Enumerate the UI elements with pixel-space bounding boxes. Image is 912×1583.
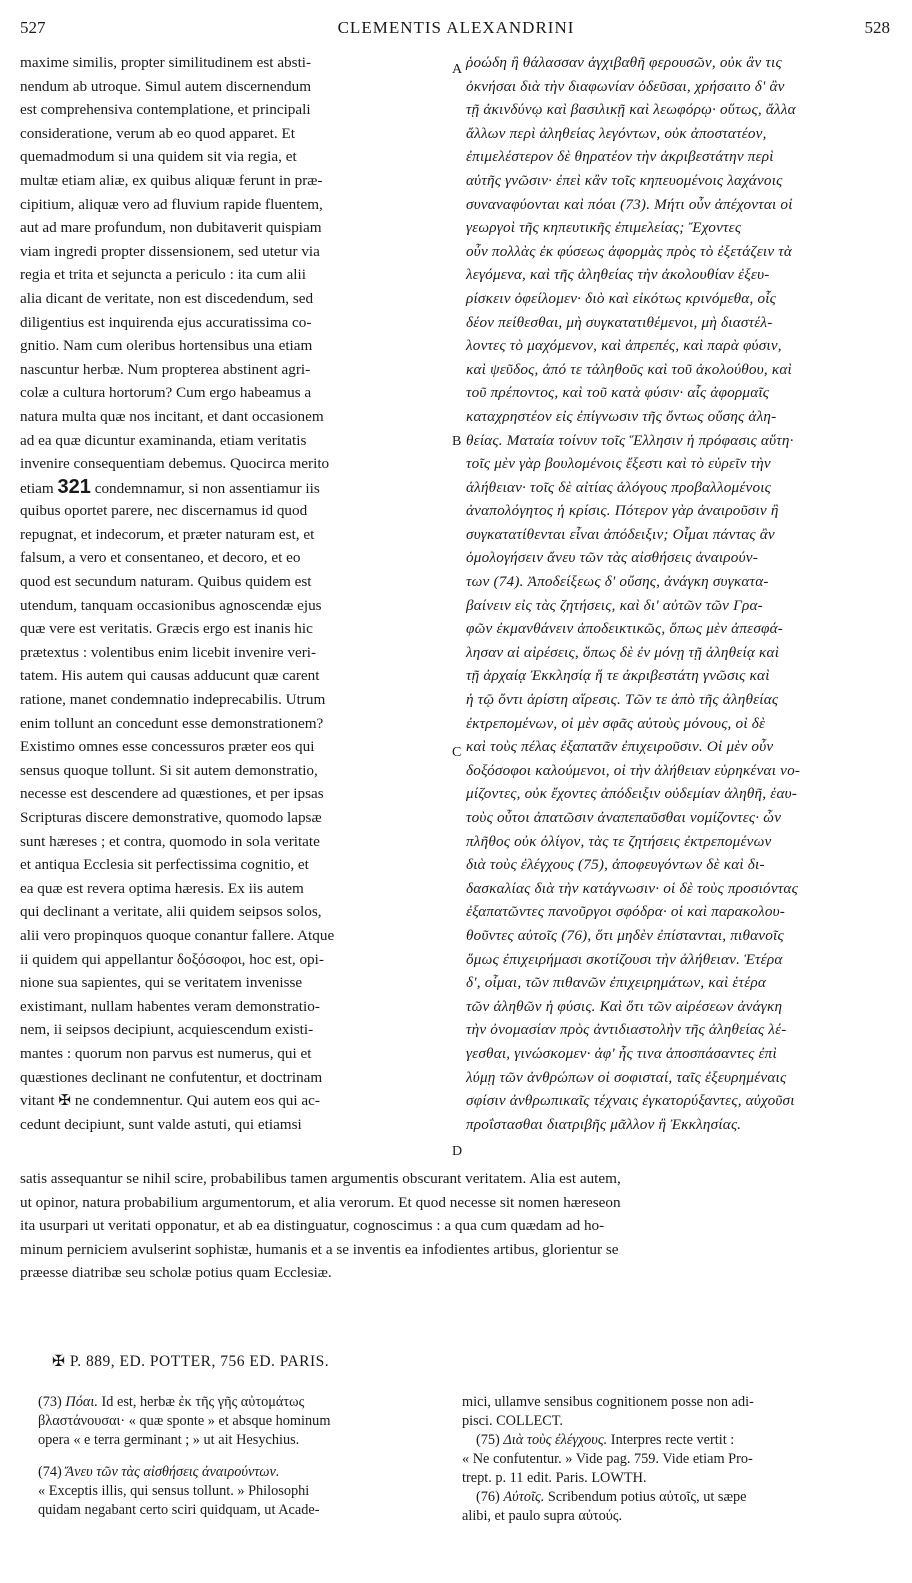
latin-line: falsum, a vero et consentaneo, et decoro, et eo [20,549,301,567]
latin-line: diligentius est inquirenda ejus accuratissima co- [20,313,312,331]
latin-line: ratione, manet condemnatio indeprecabilis. Utrum [20,691,326,709]
latin-line-with-cross [20,1089,450,1113]
greek-line: φῶν ἐκμανθάνειν ἀποδεικτικῶς, ὅπως μὲν ἀπεσφά- [466,620,784,638]
footnote-line [38,1393,458,1412]
latin-line: quibus oportet parere, nec discernamus id quod [20,502,308,520]
greek-line: τὴν ὀνομασίαν πρὸς ἀντιδιαστολὴν τῆς ἀληθείας λέ- [466,1021,787,1039]
latin-column [20,51,450,1136]
section-marker-c: C [452,745,462,760]
greek-column [466,51,890,1136]
footnote-74 [38,1463,458,1520]
greek-line: δέον πείθεσθαι, μὴ συγκατατιθέμενοι, μὴ διαστέλ- [466,313,773,331]
latin-line-rest: ne condemnentur. Qui autem eos qui ac- [71,1092,320,1110]
greek-line: ρίσκειν ὀφείλομεν· διὸ καὶ εἰκότως κρινόμεθα, οἷς [466,289,777,307]
latin-line: consideratione, verum ab eo quod apparet. Et [20,124,295,142]
latin-line: utendum, tanquam occasionibus agnoscendæ ejus [20,596,322,614]
latin-line: invenire consequentiam debemus. Quocirca merito [20,455,330,473]
footnote-line: « Exceptis illis, qui sensus tollunt. » Philosophi [38,1483,310,1499]
greek-line: δ', οἶμαι, τῶν πιθανῶν ἐπιχειρημάτων, καὶ ἑτέρα [466,974,767,992]
latin-line: colæ a cultura hortorum? Cum ergo habeamus a [20,384,312,402]
running-title: CLEMENTIS ALEXANDRINI [337,18,575,37]
greek-line: ὀκνήσαι διὰ τὴν διαφωνίαν ὁδεῦσαι, χρήσαιτο δ' ἂν [466,77,785,95]
section-marker-b: B [452,434,462,449]
greek-line: λεγόμενα, καὶ τῆς ἀληθείας τὴν ἀκολουθίαν ἐξευ- [466,266,770,284]
latin-line: quæstiones declinant ne confutentur, et doctrinam [20,1068,323,1086]
latin-line: multæ etiam aliæ, ex quibus aliquæ ferunt in præ- [20,171,323,189]
footnote-line: pisci. COLLECT. [462,1413,563,1429]
latin-line-with-number [20,476,450,500]
latin-line: cipitium, aliquæ vero ad fluvium rapide fluentem, [20,195,323,213]
greek-line: ἄλλων περὶ ἀληθείας λεγόντων, οὐκ ἀποστατέον, [466,124,767,142]
latin-line: existimant, nullam habentes veram demonstratio- [20,997,320,1015]
full-width-line: ita usurpari ut veritati opponatur, et ab ea distinguatur, cognoscimus : a qua cum quædam ad ho- [20,1217,605,1235]
greek-line: καὶ τοὺς πέλας ἐξαπατᾶν ἐπιχειροῦσιν. Οἱ μὲν οὖν [466,738,774,756]
footnote-line: « Ne confutentur. » Vide pag. 759. Vide etiam Pro- [462,1451,753,1467]
greek-line: οὖν πολλὰς ἐκ φύσεως ἀφορμὰς πρὸς τὸ ἐξετάζειν τὰ [466,242,793,260]
footnote-ref: (74) [38,1464,66,1480]
latin-line: alia dicant de veritate, non est discedendum, sed [20,289,314,307]
latin-line: ad ea quæ dicuntur examinanda, etiam veritatis [20,431,307,449]
latin-line: nem, ii seipsos decipiunt, acquiescendum existi- [20,1021,314,1039]
full-width-line: ut opinor, natura probabilium argumentorum, et alia verorum. Et quod necesse sit nomen hæreseon [20,1193,621,1211]
latin-line: natura multa quæ nos incitant, et dant occasionem [20,407,324,425]
greek-line: τοῦ πρέποντος, καὶ τοῦ κατὰ φύσιν· αἷς ἀφορμαῖς [466,384,770,402]
footnote-lemma: Αὐτοῖς. [503,1489,545,1505]
footnote-76 [462,1488,892,1507]
greek-line: ὁμολογήσειν ἄνευ τῶν τὰς αἰσθήσεις ἀναιρούν- [466,549,758,567]
greek-line: των (74). Ἀποδείξεως δ' οὔσης, ἀνάγκη συγκατα- [466,573,769,591]
footnote-line: trept. p. 11 edit. Paris. LOWTH. [462,1470,647,1486]
latin-line: est comprehensiva contemplatione, et principali [20,101,311,119]
greek-line: αὐτῆς γνῶσιν· ἐπεὶ κἂν τοῖς κηπευομένοις λαχάνοις [466,171,783,189]
latin-line: nascuntur herbæ. Num propterea abstinent agri- [20,360,311,378]
footnote-line: βλαστάνουσαι· « quæ sponte » et absque hominum [38,1413,331,1429]
latin-line: regia et trita et sejuncta a periculo : ita cum alii [20,266,306,284]
footnote-line: alibi, et paulo supra αὐτούς. [462,1508,623,1524]
footnote-lemma: Ἄνευ τῶν τὰς αἰσθήσεις ἀναιρούντων. [65,1464,280,1480]
latin-line: gnitio. Nam cum oleribus hortensibus una etiam [20,337,313,355]
greek-line: πλῆθος οὐκ ὀλίγον, τὰς τε ζητήσεις ἐκτρεπομένων [466,832,772,850]
latin-line: mantes : quorum non parvus est numerus, qui et [20,1044,312,1062]
greek-line: διὰ τοὺς ἐλέγχους (75), ἀποφευγόντων δὲ καὶ δι- [466,856,765,874]
footnote-75 [462,1431,892,1450]
greek-line: συγκατατίθενται εἶναι ἀπόδειξιν; Οἶμαι πάντας ἂν [466,525,775,543]
latin-line: sensus quoque tollunt. Si sit autem demonstratio, [20,761,318,779]
footnote-line [38,1463,458,1482]
greek-line: προΐστασθαι διατριβῆς μᾶλλον ἢ Ἐκκλησίας. [466,1115,742,1133]
greek-line: τῶν ἀληθῶν ἡ φύσις. Καὶ ὅτι τῶν αἱρέσεων ἀνάγκη [466,997,783,1015]
latin-line: et antiqua Ecclesia sit perfectissima cognitio, et [20,856,309,874]
latin-line: repugnat, et indecorum, et præter naturam est, et [20,525,315,543]
section-marker-d: D [452,1144,463,1159]
footnote-line: mici, ullamve sensibus cognitionem posse non adi- [462,1394,754,1410]
latin-line: ea quæ est revera optima hæresis. Ex iis autem [20,879,304,897]
greek-line: ἐκτρεπομένων, οἱ μὲν σφᾶς αὐτοὺς μόνους, οἱ δὲ [466,714,766,732]
latin-line: vitant [20,1092,59,1110]
full-width-text [20,1167,895,1285]
greek-line: θείας. Ματαία τοίνυν τοῖς Ἕλλησιν ἡ πρόφασις αὕτη· [466,431,794,449]
footnote-line: opera « e terra germinant ; » ut ait Hesychius. [38,1432,300,1448]
footnote-73 [38,1393,458,1450]
latin-line: cedunt decipiunt, sunt valde astuti, qui etiamsi [20,1115,302,1133]
greek-line: ῥοώδη ἢ θάλασσαν ἀγχιβαθῆ φερουσῶν, οὐκ ἂν τις [466,54,782,71]
page-number-left: 527 [20,18,46,37]
greek-line: ἀναπολόγητος ἡ κρίσις. Πότερον γὰρ ἀναιροῦσιν ἢ [466,502,779,520]
greek-line: μίζοντες, οὐκ ἔχοντες ἀπόδειξιν οὐδεμίαν ἀληθῆ, ἑαυ- [466,785,798,803]
latin-line: Scripturas discere demonstrative, quomodo lapsæ [20,809,322,826]
latin-line: prætextus : volentibus enim licebit invenire veri- [20,643,317,661]
footnote-lemma: Πόαι. [65,1394,98,1410]
latin-line: nendum ab utroque. Simul autem discernendum [20,77,312,95]
latin-line: sunt hæreses ; et contra, quomodo in sola veritate [20,832,320,850]
latin-line: qui declinant a veritate, alii quidem seipsos solos, [20,903,322,921]
greek-line: θοῦντες αὐτοῖς (76), ὅτι μηδὲν ἐπίστανται, πιθανοῖς [466,926,784,944]
footnote-text: Interpres recte vertit : [607,1432,735,1448]
greek-line: ἡ τῷ ὄντι ἀρίστη αἵρεσις. Τῶν τε ἀπὸ τῆς ἀληθείας [466,691,779,709]
greek-line: λοντες τὸ μαχόμενον, καὶ ἀπρεπές, καὶ παρὰ φύσιν, [466,337,782,355]
footnotes-right [462,1393,892,1526]
latin-line: enim tollunt an concedunt esse demonstrationem? [20,714,324,732]
latin-line: quæ vere est veritatis. Græcis ergo est inanis hic [20,620,313,638]
latin-line: aut ad mare profundum, non dubitaverit quispiam [20,219,322,237]
footnote-text: Scribendum potius αὐτοῖς, ut sæpe [544,1489,747,1505]
greek-line: τοῖς μὲν γὰρ βουλομένοις ἔξεστι καὶ τὸ εὑρεῖν τὴν [466,455,771,473]
latin-line: ii quidem qui appellantur δοξόσοφοι, hoc est, opi- [20,950,324,968]
greek-line: συναναφύονται καὶ πόαι (73). Μήτι οὖν ἀπέχονται οἱ [466,195,793,213]
footnote-ref: (73) [38,1394,66,1410]
latin-line: nione sua sapientes, qui se veritatem invenisse [20,974,303,992]
footnote-text: Id est, herbæ ἐκ τῆς γῆς αὐτομάτως [97,1394,305,1410]
greek-line: ἐξαπατῶντες πανοῦργοι σφόδρα· οἱ καὶ παρακολου- [466,903,786,921]
greek-line: τοὺς οὗτοι ἀπατῶσιν ἀναπεπαῦσθαι νομίζοντες· ὧν [466,809,782,826]
latin-line: viam ingredi propter dissensionem, sed utetur via [20,242,320,260]
full-width-line: satis assequantur se nihil scire, probabilibus tamen argumentis obscurant veritatem. Alia est autem, [20,1170,621,1187]
greek-line: δασκαλίας διὰ τὴν κατάγνωσιν· οἱ δὲ τοὺς προσιόντας [466,879,798,897]
greek-line: γεωργοὶ τῆς κηπευτικῆς ἐπιμελείας; Ἔχοντες [466,219,742,237]
latin-line: Existimo omnes esse concessuros præter eos qui [20,738,315,756]
greek-line: δοξόσοφοι καλούμενοι, οἱ τὴν ἀλήθειαν εὑρηκέναι νο- [466,761,801,779]
full-width-line: præesse diatribæ seu scholæ potius quam Ecclesiæ. [20,1264,332,1282]
greek-line: ὅμως ἐπιχειρήμασι σκοτίζουσι τὴν ἀλήθειαν. Ἑτέρα [466,950,783,968]
greek-line: καταχρηστέον εἰς ἐπίγνωσιν τῆς ὄντως οὔσης ἀλη- [466,407,777,425]
section-marker-a: A [452,62,463,77]
greek-line: βαίνειν εἰς τὰς ζητήσεις, καὶ δι' αὐτῶν τῶν Γρα- [466,596,763,614]
greek-line: γεσθαι, γινώσκομεν· ἀφ' ἧς τινα ἀποσπάσαντες ἐπὶ [466,1044,777,1062]
latin-line: maxime similis, propter similitudinem est absti- [20,54,312,71]
greek-line: τῇ ἀκινδύνῳ καὶ βασιλικῇ καὶ λεωφόρῳ· οὕτως, ἄλλα [466,101,796,119]
greek-line: ἀλήθειαν· τοῖς δὲ αἰτίας ἀλόγους προβαλλομένοις [466,478,772,496]
latin-line: tatem. His autem qui causas adducunt quæ carent [20,667,320,685]
footnote-ref: (75) [476,1432,504,1448]
page-number-right: 528 [864,18,890,37]
latin-line-rest: condemnamur, si non assentiamur iis [90,479,320,497]
greek-line: ἐπιμελέστερον δὲ θηρατέον τὴν ἀκριβεστάτην περὶ [466,148,774,166]
footnote-ref: (76) [476,1489,504,1505]
edition-reference: ✠ P. 889, ED. POTTER, 756 ED. PARIS. [52,1353,330,1370]
latin-line: alii vero propinquos quoque conantur fallere. Atque [20,926,335,944]
latin-line: quemadmodum si una quidem sit via regia, et [20,148,297,166]
greek-line: τῇ ἀρχαίᾳ Ἐκκλησίᾳ ἥ τε ἀκριβεστάτη γνῶσις καὶ [466,667,770,685]
greek-line: σφίσιν ἀνθρωπικαῖς τέχναις ἐγκατορύξαντες, αὐχοῦσι [466,1092,795,1110]
latin-line: necesse est descendere ad quæstiones, et per ipsas [20,785,324,803]
greek-line: καὶ ψεῦδος, ἀπό τε τἀληθοῦς καὶ τοῦ ἀκολούθου, καὶ [466,360,792,378]
footnote-line: quidam negabant certo sciri quidquam, ut Acade- [38,1502,320,1518]
page-header [0,18,912,44]
latin-line: quod est secundum naturam. Quibus quidem est [20,573,312,591]
greek-line: λησαν αἱ αἱρέσεις, ὅπως δὲ ἐν μόνῃ τῇ ἀληθείᾳ καὶ [466,643,780,661]
greek-line: λύμῃ τῶν ἀνθρώπων οἱ σοφισταί, ταῖς ἐξευρημέναις [466,1068,787,1086]
maltese-cross-icon: ✠ [58,1092,72,1110]
full-width-line: minum perniciem avulserint sophistæ, humanis et a se inventis ea infodientes artibus, glorientur se [20,1240,619,1258]
footnote-lemma: Διὰ τοὺς ἐλέγχους. [503,1432,608,1448]
latin-line: etiam [20,479,58,497]
marginal-section-number: 321 [57,475,91,498]
